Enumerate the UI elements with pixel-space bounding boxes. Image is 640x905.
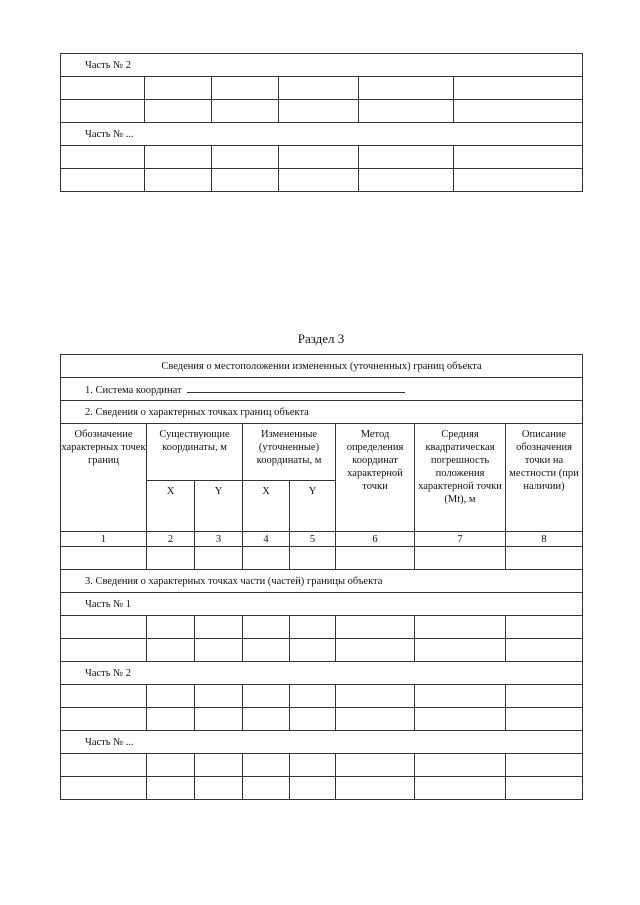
column-numbers-row: [61, 532, 583, 547]
header-existing-y: Y: [195, 481, 243, 532]
header-existing-coordinates: Существующие координаты, м: [147, 424, 243, 481]
part-2-label: Часть № 2: [61, 54, 583, 77]
table-row: [61, 639, 583, 662]
table-row: [61, 754, 583, 777]
part-2-label: Часть № 2: [61, 662, 583, 685]
header-designation: Обозначение характерных точек границ: [61, 424, 147, 532]
header-description: Описание обозначения точки на местности (при наличии): [506, 424, 583, 532]
part-n-label: Часть № ...: [61, 731, 583, 754]
column-number: 3: [195, 532, 243, 547]
coordinate-system-row: [61, 378, 583, 401]
header-changed-x: X: [243, 481, 290, 532]
part-1-label: Часть № 1: [61, 593, 583, 616]
section-title: Раздел 3: [297, 331, 345, 346]
header-changed-coordinates: Измененные (уточненные) координаты, м: [243, 424, 336, 481]
table-row: [61, 100, 583, 123]
boundary-points-heading: 2. Сведения о характерных точках границ объекта: [61, 401, 583, 424]
header-method: Метод определения координат характерной точки: [336, 424, 415, 532]
coordinate-system-blank: [187, 382, 405, 393]
section-3-table: [60, 354, 583, 800]
table-row: [61, 77, 583, 100]
table-row: [61, 547, 583, 570]
table-row: [61, 616, 583, 639]
column-number: 7: [415, 532, 506, 547]
part-n-label: Часть № ...: [61, 123, 583, 146]
table-title: Сведения о местоположении измененных (уточненных) границ объекта: [61, 355, 583, 378]
column-number: 2: [147, 532, 195, 547]
table-row: [61, 146, 583, 169]
column-number: 5: [290, 532, 336, 547]
table-row: [61, 777, 583, 800]
column-number: 4: [243, 532, 290, 547]
header-existing-x: X: [147, 481, 195, 532]
column-number: 1: [61, 532, 147, 547]
part-points-heading: 3. Сведения о характерных точках части (частей) границы объекта: [61, 570, 583, 593]
table-row: [61, 169, 583, 192]
coordinate-system-label: 1. Система координат: [85, 384, 182, 396]
parts-table-top: [60, 53, 583, 192]
column-number: 6: [336, 532, 415, 547]
table-row: [61, 708, 583, 731]
table-row: [61, 685, 583, 708]
header-mean-error: Средняя квадратическая погрешность положения характерной точки (Mt), м: [415, 424, 506, 532]
column-number: 8: [506, 532, 583, 547]
header-changed-y: Y: [290, 481, 336, 532]
